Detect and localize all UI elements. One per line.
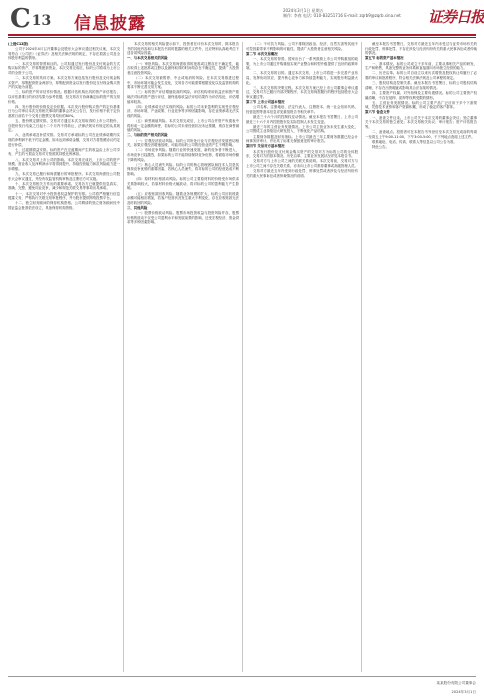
column-4 bbox=[365, 42, 477, 672]
body-paragraph: 四、发行股份的价格及定价依据。本次发行股份购买资产的定价基准日为公司审议本次交易相关事项的董事会决议公告日，发行价格不低于定价基准日前若干个交易日股票交易均价的80%。 bbox=[8, 104, 120, 118]
column-2 bbox=[127, 42, 239, 672]
body-paragraph: 八、本次交易对上市公司的影响。本次交易完成后，上市公司的资产规模、营业收入及净利润水平将得到提升，持续经营能力和抗风险能力进一步增强。 bbox=[8, 157, 120, 171]
body-paragraph: 五、股份锁定期安排。交易对方通过本次交易取得的上市公司股份，自股份发行结束之日起十二个月内不得转让，法律法规另有规定的从其规定。 bbox=[8, 119, 120, 133]
footer-date: 2024年3月1日 bbox=[451, 690, 476, 694]
body-paragraph: 二、本次交易的目的。通过本次交易，上市公司将进一步完善产业布局，发挥协同效应，提升核心竞争力和持续盈利能力，实现股东利益最大化。 bbox=[246, 71, 358, 85]
body-paragraph: 二、本次交易的具体方案。本次交易方案包括发行股份及支付现金购买资产、募集配套资金两部分，募集配套资金以发行股份及支付现金购买资产的实施为前提。 bbox=[8, 75, 120, 90]
body-paragraph: 六、业绩承诺及补偿安排。交易对方承诺标的公司在业绩承诺期内实现的净利润不低于约定金额，如未达到承诺金额，交易对方将按照协议约定进行补偿。 bbox=[8, 133, 120, 147]
section-heading: 第四节 交易对方基本情况 bbox=[246, 144, 285, 149]
section-heading: 第二节 本次交易概况 bbox=[246, 51, 278, 56]
body-paragraph: 十二、独立财务顾问的保荐机构资格。公司聘请的独立财务顾问经中国证监会批准依法设立，具备保荐机构资格。 bbox=[8, 201, 120, 210]
article-columns bbox=[8, 42, 476, 672]
body-paragraph: 三、标的资产的评估作价情况。根据评估机构出具的资产评估报告，以评估基准日的评估结果为参考依据，经交易各方协商确定标的资产的交易价格。 bbox=[8, 90, 120, 104]
body-paragraph: 一、本次交易的背景。国家出台了一系列鼓励上市公司并购重组的政策，为上市公司通过并购重组实现产业整合和转型升级提供了良好的政策环境。 bbox=[246, 56, 358, 71]
body-paragraph: 二、备查地点。投资者可在本报告书刊登后至本次交易完成前的每周一至周五上午9:00-11:00，下午3:00-5:00，于下列地点查阅上述文件。 bbox=[365, 130, 477, 139]
page-number: 13 bbox=[31, 13, 52, 29]
body-paragraph: （三）核心人员流失风险。标的公司的核心管理团队和技术人员是其保持竞争优势的重要因素，若核心人员流失，将对标的公司的经营造成不利影响。 bbox=[127, 162, 239, 176]
body-paragraph: 截至本报告书签署日，交易对方最近五年内未受过与证券市场有关的行政处罚、刑事处罚，不存在涉及与经济纠纷有关的重大民事诉讼或者仲裁的情况。 bbox=[365, 42, 477, 56]
body-paragraph: 二、历史沿革。标的公司自设立以来历次增资及股权转让均履行了必要的审议和批准程序，符合相关法律法规及公司章程的规定。 bbox=[365, 71, 477, 80]
body-paragraph: （二）市场竞争风险。随着行业的快速发展，新的竞争者不断进入，市场竞争日趋激烈，如果标的公司不能持续保持竞争优势，将面临市场份额下降的风险。 bbox=[127, 148, 239, 162]
body-paragraph: 一、备查文件目录。上市公司关于本次交易的董事会决议；独立董事关于本次交易的独立意见；本次交易相关协议；审计报告；资产评估报告等。 bbox=[365, 115, 477, 129]
body-paragraph: 三、股权结构及控制关系。截至本报告书签署日，标的公司股权结构清晰，不存在出资瑕疵或影响其合法存续的情况。 bbox=[365, 81, 477, 90]
body-paragraph: （二）本次交易被暂停、中止或取消的风险。在本次交易推进过程中，市场环境可能会发生变化，交易各方可能需要根据变化以及监管机构的要求不断完善交易方案。 bbox=[127, 75, 239, 90]
body-paragraph: （四）业绩承诺无法实现的风险。标的公司未来盈利的实现受宏观经济、市场环境、产业政策、行业竞争等多种因素影响，存在业绩承诺无法实现的风险。 bbox=[127, 104, 239, 118]
column-1 bbox=[8, 42, 120, 672]
column-divider bbox=[361, 42, 362, 672]
body-paragraph: 联系地址、电话、传真、联系人等信息以公司公告为准。 bbox=[372, 139, 457, 144]
body-paragraph: 本次发行股份及支付现金购买资产的交易对方为标的公司的全体股东，交易对方的基本情况、历史沿革、主要业务发展状况详见本报告书。 bbox=[246, 149, 358, 159]
footer-signature: 某某股份有限公司董事会 bbox=[436, 681, 476, 685]
body-paragraph: 三、本次交易的决策过程。本次交易方案已经上市公司董事会审议通过，交易对方已履行内部决策程序，本次交易尚需履行的程序包括股东大会审议通过等。 bbox=[246, 85, 358, 99]
body-paragraph: 公司于2024年4月召开董事会及股东大会审议通过相关议案，本次交易符合《公司法》《证券法》及相关法律法规的规定，不存在损害公司及全体股东利益的情形。 bbox=[8, 47, 120, 61]
body-paragraph: 四、主要资产权属、对外担保及主要负债情况。标的公司主要资产权属清晰，不存在抵押、质押等权利受限的情形。 bbox=[365, 90, 477, 100]
body-paragraph: 交易对方最近五年内受到行政处罚、刑事处罚或者涉及与经济纠纷有关的重大民事诉讼或者仲裁情况的说明。 bbox=[246, 169, 358, 178]
body-paragraph: （四）原材料价格波动风险。标的公司主要原材料的价格受市场供求关系影响较大，若原材料价格大幅波动，将对标的公司的盈利能力产生影响。 bbox=[127, 177, 239, 191]
body-paragraph: （一）审批风险。本次交易尚需取得的批准或注册存在不确定性，能否取得上述批准或注册以及最终取得的时间均存在不确定性，提请广大投资者注意投资风险。 bbox=[127, 61, 239, 75]
body-paragraph: （三）标的资产评估增值较高的风险。评估机构采用收益法和资产基础法对标的资产进行评估，最终选取收益法评估结果作为评估结论，评估增值率较高。 bbox=[127, 90, 239, 104]
section-heading: 二、与标的资产相关的风险 bbox=[127, 133, 168, 138]
header-meta bbox=[283, 8, 423, 18]
body-paragraph: （二）不可抗力风险。公司不排除因政治、经济、自然灾害等其他不可控因素带来不利影响的可能性，提请广大投资者注意相关风险。 bbox=[246, 42, 358, 51]
section-heading: (上接C12版) bbox=[8, 42, 29, 46]
body-paragraph: （五）商誉减值风险。本次交易完成后，上市公司合并资产负债表中将形成一定金额的商誉，若标的公司未来经营状况未达预期，则存在商誉减值的风险。 bbox=[127, 119, 239, 133]
page-header bbox=[0, 0, 484, 34]
body-paragraph: 九、本次交易已履行和尚需履行的审批程序。本次交易尚需经公司股东大会审议通过，并经有权监管机构审核及注册后方可实施。 bbox=[8, 171, 120, 181]
body-paragraph: 最近三十六个月的控制权变动情况。截至本报告书签署日，上市公司最近三十六个月内控股股东及实际控制人未发生变更。 bbox=[246, 115, 358, 124]
header-date: 2024年3月1日 星期五 bbox=[283, 8, 324, 13]
body-paragraph: （一）宏观经济波动风险。标的公司所处行业与宏观经济发展密切相关，如果宏观经济增速放缓，可能对标的公司的经营业绩产生不利影响。 bbox=[127, 138, 239, 148]
body-paragraph: 公司名称、注册地址、法定代表人、注册资本、统一社会信用代码、经营范围等基本信息详见重组报告书相关章节。 bbox=[246, 105, 358, 114]
body-paragraph: 一、本次交易的背景和目的。公司拟通过发行股份及支付现金的方式购买标的资产，并募集配套资金，本次交易完成后，标的公司将成为上市公司的全资子公司。 bbox=[8, 61, 120, 75]
body-paragraph: （一）股票价格波动风险。股票市场投资收益与投资风险并存，股票价格的波动不仅受公司盈利水平和发展前景的影响，还受宏观经济、资金供求等多种因素影响。 bbox=[127, 211, 239, 225]
body-paragraph: 特此公告。 bbox=[372, 145, 389, 149]
column-3 bbox=[246, 42, 358, 672]
body-paragraph: 最近三年的主营业务发展情况。上市公司主营业务未发生重大变化，公司围绕主业持续加大研发投入，不断优化产品结构。 bbox=[246, 124, 358, 134]
newspaper-masthead: 证券日报 bbox=[428, 8, 484, 26]
body-paragraph: （五）应收账款回收风险。随着业务规模的扩大，标的公司应收账款余额可能相应增加，若客户经营状况发生重大不利变化，存在应收账款无法及时收回的风险。 bbox=[127, 191, 239, 205]
header-contact: 制作: 李春 电话: 010-83251716 E-mail: zqrb9@zqrb.sina.net bbox=[283, 13, 401, 18]
header-rule bbox=[8, 34, 476, 36]
section-heading: 一、与本次交易相关的风险 bbox=[127, 56, 168, 61]
page-letter: C bbox=[10, 4, 31, 34]
section-title: 信息披露 bbox=[74, 14, 146, 34]
section-heading: 三、其他风险 bbox=[127, 205, 148, 210]
page-code bbox=[10, 6, 51, 32]
body-paragraph: 十、本次交易相关方作出的重要承诺。交易各方已就提供信息真实、准确、完整，避免同业竞争，减少和规范关联交易等事项出具承诺。 bbox=[8, 181, 120, 191]
column-divider bbox=[123, 42, 124, 672]
section-heading: 第五节 标的资产基本情况 bbox=[365, 56, 404, 61]
section-heading: 第三节 上市公司基本情况 bbox=[246, 100, 285, 105]
header-rule-thin bbox=[8, 37, 476, 38]
body-paragraph: 交易对方与上市公司之间的关联关系说明。本次交易前，交易对方与上市公司之间不存在关联关系，亦未向上市公司推荐董事或高级管理人员。 bbox=[246, 159, 358, 168]
body-paragraph: 主要财务数据及财务指标。上市公司最近三年主要财务数据已经会计师事务所审计，并出具了标准无保留意见的审计报告。 bbox=[246, 134, 358, 144]
body-paragraph: 七、过渡期损益安排。标的资产在过渡期间产生的收益由上市公司享有，产生的亏损由交易对方按照其持股比例承担。 bbox=[8, 147, 120, 157]
page-footer bbox=[8, 676, 476, 696]
section-heading: 第六节 备查文件 bbox=[365, 110, 390, 115]
column-divider bbox=[242, 42, 243, 672]
body-paragraph: 十一、本次交易对中小投资者权益保护的安排。公司将严格履行信息披露义务，严格执行关联交易审批程序，并为股东提供网络投票平台。 bbox=[8, 191, 120, 201]
body-paragraph: 本次交易的相关风险提示如下，投资者在评价本次交易时，除本报告书的其他内容和与本报告书同时披露的相关文件外，还应特别认真地考虑下述各项风险因素。 bbox=[127, 42, 239, 56]
body-paragraph: 五、主营业务发展情况。标的公司主要产品广泛应用于多个下游领域，凭借技术优势和客户资源积累，形成了稳定的客户群体。 bbox=[365, 100, 477, 110]
body-paragraph: 一、基本情况。标的公司成立于多年前，主要从事相关产品的研发、生产和销售，具备完整的业务体系和直接面向市场独立经营的能力。 bbox=[365, 61, 477, 71]
